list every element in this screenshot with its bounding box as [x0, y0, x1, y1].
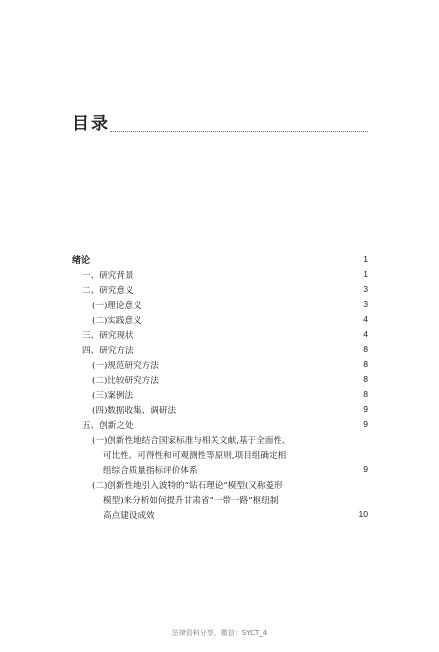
toc-page-number: 8 — [363, 389, 368, 399]
toc-entry-background[interactable]: 一、研究背景 1 — [82, 269, 368, 281]
toc-entry-case-method[interactable]: (三)案例法 8 — [92, 389, 368, 401]
toc-heading — [72, 114, 370, 136]
toc-page-number: 1 — [363, 269, 368, 279]
toc-entry-current-state[interactable]: 三、研究现状 4 — [82, 329, 368, 341]
toc-page-number: 3 — [363, 299, 368, 309]
toc-page-number: 8 — [363, 344, 368, 354]
toc-entry-comparative-method[interactable]: (二)比较研究方法 8 — [92, 374, 368, 386]
toc-entry-data-collection[interactable]: (四)数据收集、调研法 9 — [92, 404, 368, 416]
toc-page-number: 8 — [363, 374, 368, 384]
table-of-contents — [72, 254, 370, 524]
toc-page-number: 3 — [363, 284, 368, 294]
footer-note: 法律资料分享，微信：SYCT_4 — [171, 629, 268, 637]
toc-page-number: 4 — [363, 314, 368, 324]
title-dot-leader — [110, 131, 368, 132]
toc-page-number: 1 — [363, 254, 368, 264]
toc-page-number: 10 — [358, 509, 368, 519]
toc-entry-innovation-2[interactable]: (二)创新性地引入波特的“钻石理论”模型(又称菱形 模型)来分析如何提升甘肃省“一带一路”枢纽制 高点建设成效 10 — [92, 481, 368, 521]
toc-entry-practical-significance[interactable]: (二)实践意义 4 — [92, 314, 368, 326]
toc-page-number: 8 — [363, 359, 368, 369]
toc-entry-innovations[interactable]: 五、创新之处 9 — [82, 419, 368, 431]
toc-entry-theoretical-significance[interactable]: (一)理论意义 3 — [92, 299, 368, 311]
toc-page-number: 9 — [363, 419, 368, 429]
toc-page-number: 9 — [363, 404, 368, 414]
page-title: 目录 — [72, 114, 110, 134]
toc-entry-introduction[interactable]: 绪论 1 — [72, 254, 368, 266]
toc-entry-innovation-1[interactable]: (一)创新性地结合国家标准与相关文献,基于全面性、 可比性、可得性和可观测性等原则,项目组确定相 组综合质量指标评价体系 9 — [92, 436, 368, 476]
toc-entry-methods[interactable]: 四、研究方法 8 — [82, 344, 368, 356]
toc-page-number: 4 — [363, 329, 368, 339]
toc-page-number: 9 — [363, 464, 368, 474]
toc-entry-normative-method[interactable]: (一)规范研究方法 8 — [92, 359, 368, 371]
toc-entry-significance[interactable]: 二、研究意义 3 — [82, 284, 368, 296]
